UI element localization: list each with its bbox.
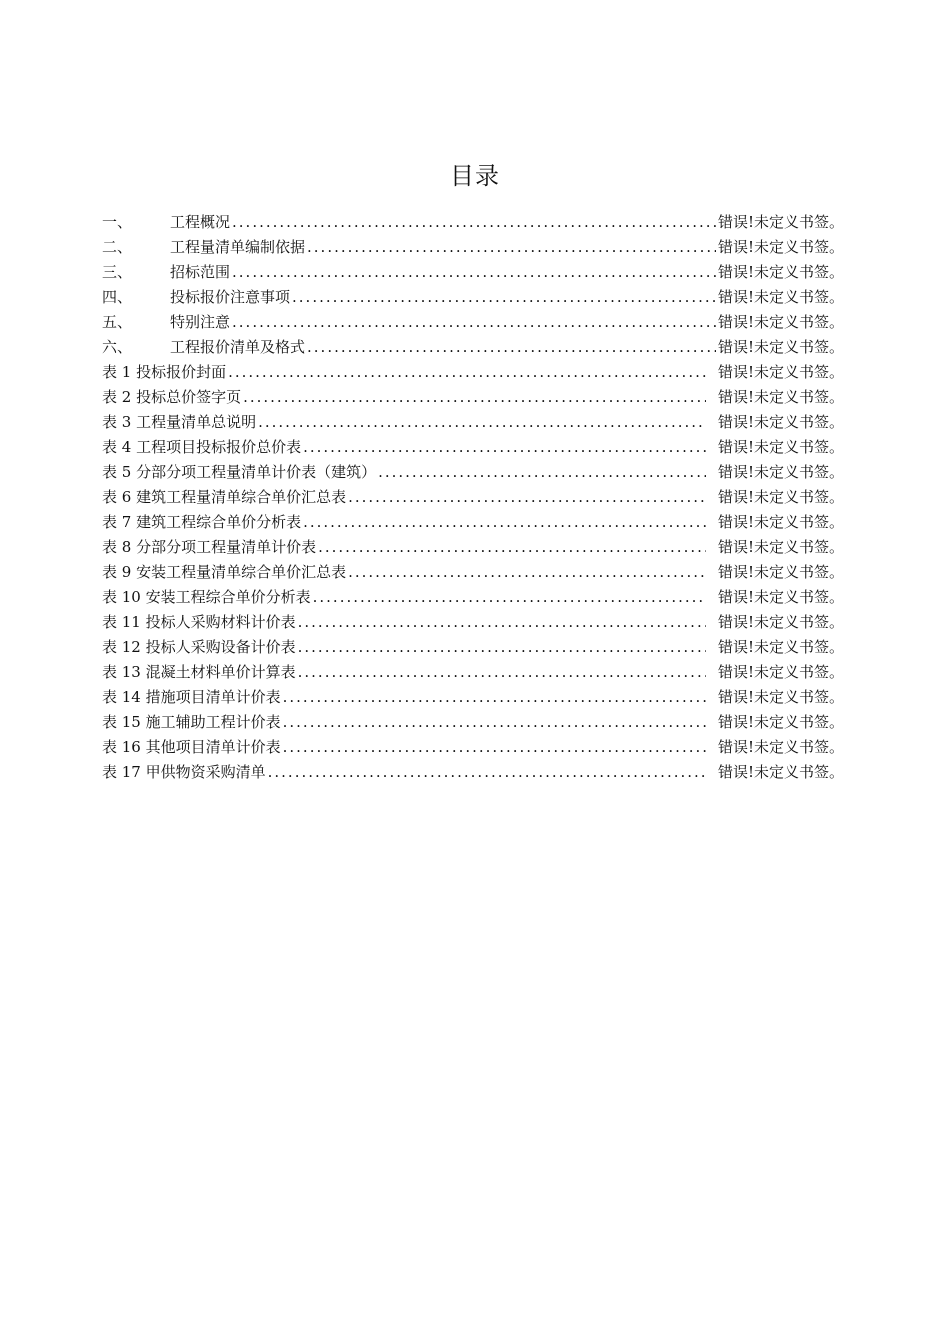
toc-leader-dots (303, 510, 706, 535)
toc-entry[interactable] (102, 385, 844, 410)
toc-entry-label: 表 14 措施项目清单计价表 (102, 688, 281, 706)
toc-entry[interactable] (102, 735, 844, 760)
toc-leader-dots (292, 285, 716, 310)
toc-entry[interactable] (102, 535, 844, 560)
toc-entry-label: 表 4 工程项目投标报价总价表 (102, 438, 302, 456)
toc-entry-label: 表 7 建筑工程综合单价分析表 (102, 513, 302, 531)
toc-leader-dots (268, 760, 706, 785)
toc-entry-number: 六、 (102, 338, 133, 356)
toc-entry-number: 二、 (102, 238, 133, 256)
toc-entry-label: 表 6 建筑工程量清单综合单价汇总表 (102, 488, 347, 506)
toc-entry-page-ref: 错误!未定义书签。 (717, 463, 844, 481)
toc-entry[interactable] (102, 760, 844, 785)
toc-entry[interactable] (102, 410, 844, 435)
toc-leader-dots (232, 210, 716, 235)
toc-title: 目录 (450, 162, 500, 190)
toc-entry-label: 表 1 投标报价封面 (102, 363, 227, 381)
toc-entry-page-ref: 错误!未定义书签。 (717, 738, 844, 756)
toc-entry-label: 投标报价注意事项 (170, 288, 291, 306)
toc-entry[interactable] (102, 660, 844, 685)
toc-entry-page-ref: 错误!未定义书签。 (717, 513, 844, 531)
toc-leader-dots (348, 485, 706, 510)
toc-entry-label: 表 11 投标人采购材料计价表 (102, 613, 296, 631)
toc-entry[interactable] (102, 360, 844, 385)
toc-entry-page-ref: 错误!未定义书签。 (717, 363, 844, 381)
toc-entry-page-ref: 错误!未定义书签。 (717, 438, 844, 456)
toc-entry-label: 表 9 安装工程量清单综合单价汇总表 (102, 563, 347, 581)
toc-entry-label: 工程报价清单及格式 (170, 338, 306, 356)
toc-entry-page-ref: 错误!未定义书签。 (717, 313, 844, 331)
toc-entry-page-ref: 错误!未定义书签。 (717, 588, 844, 606)
toc-entry-number: 一、 (102, 213, 133, 231)
toc-entry[interactable] (102, 285, 844, 310)
toc-entry-label: 表 13 混凝土材料单价计算表 (102, 663, 296, 681)
toc-entry[interactable] (102, 585, 844, 610)
toc-entry-page-ref: 错误!未定义书签。 (717, 713, 844, 731)
toc-leader-dots (307, 235, 716, 260)
toc-leader-dots (232, 260, 716, 285)
toc-leader-dots (232, 310, 716, 335)
toc-entry[interactable] (102, 685, 844, 710)
toc-entry-page-ref: 错误!未定义书签。 (717, 213, 844, 231)
toc-entry-number: 三、 (102, 263, 133, 281)
toc-entry[interactable] (102, 710, 844, 735)
toc-entry[interactable] (102, 560, 844, 585)
toc-entry[interactable] (102, 260, 844, 285)
toc-entry-label: 招标范围 (170, 263, 231, 281)
toc-entry-label: 表 5 分部分项工程量清单计价表（建筑） (102, 463, 377, 481)
toc-entry-page-ref: 错误!未定义书签。 (717, 488, 844, 506)
toc-entry-label: 表 10 安装工程综合单价分析表 (102, 588, 311, 606)
toc-leader-dots (298, 660, 706, 685)
toc-entry-label: 表 8 分部分项工程量清单计价表 (102, 538, 317, 556)
toc-entry-label: 表 16 其他项目清单计价表 (102, 738, 281, 756)
toc-entry[interactable] (102, 635, 844, 660)
toc-leader-dots (298, 610, 706, 635)
toc-entry-page-ref: 错误!未定义书签。 (717, 288, 844, 306)
toc-entry-page-ref: 错误!未定义书签。 (717, 613, 844, 631)
toc-leader-dots (348, 560, 706, 585)
toc-entry[interactable] (102, 485, 844, 510)
toc-entry[interactable] (102, 610, 844, 635)
toc-entry-page-ref: 错误!未定义书签。 (717, 563, 844, 581)
toc-entry-label: 工程概况 (170, 213, 231, 231)
toc-entry-page-ref: 错误!未定义书签。 (717, 538, 844, 556)
toc-leader-dots (258, 410, 706, 435)
toc-leader-dots (283, 710, 706, 735)
toc-entry-label: 特别注意 (170, 313, 231, 331)
toc-entry[interactable] (102, 210, 844, 235)
toc-entry-label: 表 12 投标人采购设备计价表 (102, 638, 296, 656)
toc-entry-label: 表 3 工程量清单总说明 (102, 413, 257, 431)
toc-entry-label: 工程量清单编制依据 (170, 238, 306, 256)
toc-list (102, 210, 844, 785)
toc-entry[interactable] (102, 510, 844, 535)
toc-entry-number: 五、 (102, 313, 133, 331)
toc-entry-label: 表 17 甲供物资采购清单 (102, 763, 266, 781)
toc-entry-page-ref: 错误!未定义书签。 (717, 413, 844, 431)
toc-leader-dots (318, 535, 706, 560)
toc-entry-label: 表 2 投标总价签字页 (102, 388, 242, 406)
toc-leader-dots (307, 335, 716, 360)
toc-leader-dots (303, 435, 706, 460)
toc-entry[interactable] (102, 310, 844, 335)
toc-entry-page-ref: 错误!未定义书签。 (717, 763, 844, 781)
toc-entry[interactable] (102, 460, 844, 485)
toc-leader-dots (378, 460, 706, 485)
toc-entry[interactable] (102, 435, 844, 460)
toc-leader-dots (313, 585, 706, 610)
toc-entry-page-ref: 错误!未定义书签。 (717, 338, 844, 356)
toc-leader-dots (298, 635, 706, 660)
toc-entry[interactable] (102, 235, 844, 260)
toc-entry-page-ref: 错误!未定义书签。 (717, 388, 844, 406)
toc-entry-number: 四、 (102, 288, 133, 306)
toc-entry-label: 表 15 施工辅助工程计价表 (102, 713, 281, 731)
toc-entry-page-ref: 错误!未定义书签。 (717, 638, 844, 656)
toc-entry-page-ref: 错误!未定义书签。 (717, 263, 844, 281)
toc-leader-dots (243, 385, 706, 410)
toc-entry-page-ref: 错误!未定义书签。 (717, 663, 844, 681)
toc-leader-dots (283, 735, 706, 760)
toc-entry-page-ref: 错误!未定义书签。 (717, 688, 844, 706)
toc-entry-page-ref: 错误!未定义书签。 (717, 238, 844, 256)
toc-leader-dots (228, 360, 706, 385)
toc-leader-dots (283, 685, 706, 710)
toc-entry[interactable] (102, 335, 844, 360)
